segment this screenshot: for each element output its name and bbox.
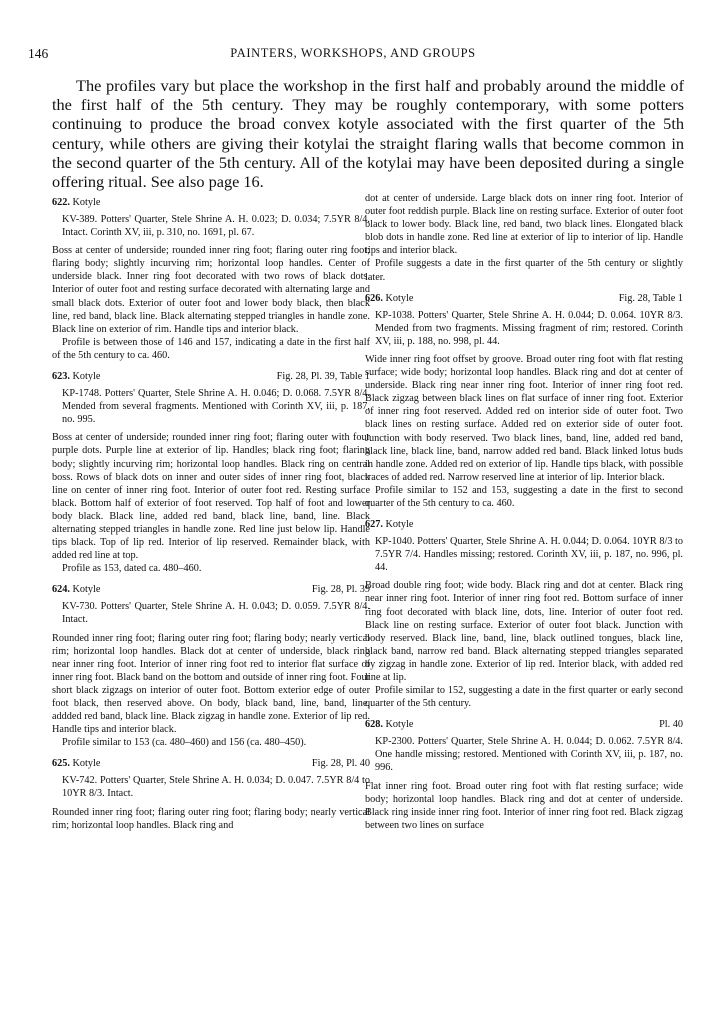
- entry-header: [52, 757, 370, 770]
- page-number: 146: [28, 46, 49, 61]
- entry-header: [52, 196, 370, 209]
- entry-note: Profile similar to 152 and 153, suggesting a date in the first to second quarter of the 5th century to ca. 460.: [365, 484, 683, 509]
- entry-figure-ref: Pl. 40: [659, 719, 683, 731]
- catalog-entry-626: [365, 292, 683, 510]
- entry-type: Kotyle: [72, 197, 101, 208]
- entry-type: Kotyle: [385, 719, 414, 731]
- entry-description: Boss at center of underside; rounded inner ring foot; flaring outer ring foot; flaring body; slightly incurving rim; horizontal loop handles. Center of underside black. Inner ring foot decorated with two rows of black dots. Interior of outer foot and resting surface decorated with alternating large and small black dots. Exterior of outer foot and lower body black, then black line, red band, black line. Black alternating stepped triangles in handle zone. Black line on exterior of rim. Handle tips and interior black.: [52, 245, 370, 335]
- entry-note: Profile similar to 152, suggesting a date in the first quarter or early second quarter of the 5th century.: [365, 685, 683, 710]
- entry-number: 623.: [52, 371, 70, 383]
- entry-header: [52, 583, 370, 596]
- entry-catalog: KP-2300. Potters' Quarter, Stele Shrine A. H. 0.044; D. 0.062. 7.5YR 8/4. One handle missing; restored. Mentioned with Corinth XV, iii, p. 187, no. 996.: [375, 736, 683, 774]
- entry-figure-ref: Fig. 28, Pl. 39: [311, 584, 370, 596]
- entry-header: [365, 292, 683, 305]
- right-column: [365, 192, 683, 832]
- entry-number: 625.: [52, 758, 70, 770]
- catalog-entry-624: [52, 583, 370, 749]
- left-column: [52, 196, 370, 832]
- entry-header: [52, 370, 370, 383]
- entry-type: Kotyle: [72, 371, 101, 383]
- entry-figure-ref: Fig. 28, Pl. 40: [311, 758, 370, 770]
- entry-description: Rounded inner ring foot; flaring outer ring foot; flaring body; nearly vertical rim; horizontal loop handles. Black ring and: [52, 806, 370, 831]
- entry-figure-ref: Fig. 28, Table 1: [618, 292, 683, 304]
- catalog-entry-622: [52, 196, 370, 362]
- catalog-entry-625-continued: [365, 192, 683, 284]
- entry-note: Profile suggests a date in the first quarter of the 5th century or slightly later.: [365, 258, 683, 283]
- catalog-entry-627: [365, 518, 683, 710]
- entry-catalog: KV-389. Potters' Quarter, Stele Shrine A. H. 0.023; D. 0.034; 7.5YR 8/4. Intact. Corinth XV, iii, p. 310, no. 1691, pl. 67.: [62, 214, 370, 239]
- entry-number: 628.: [365, 719, 383, 731]
- entry-type: Kotyle: [385, 519, 414, 531]
- entry-catalog: KP-1748. Potters' Quarter, Stele Shrine A. H. 0.046; D. 0.068. 7.5YR 8/4. Mended from several fragments. Mentioned with Corinth XV, iii, p. 187, no. 995.: [62, 388, 370, 426]
- entry-note: Profile as 153, dated ca. 480–460.: [62, 563, 202, 575]
- entry-number: 627.: [365, 519, 383, 531]
- running-head-title: PAINTERS, WORKSHOPS, AND GROUPS: [230, 46, 476, 60]
- entry-type: Kotyle: [72, 758, 101, 770]
- catalog-entry-625: [52, 757, 370, 831]
- entry-description: Rounded inner ring foot; flaring outer ring foot; flaring body; nearly vertical rim; horizontal loop handles. Black dot at center of underside, black ring near inner ring foot. Interior of inner ring foot red to interior flat surface of inner ring foot. Black band on the bottom and outside of inner ring foot. Four short black zigzags on interior of outer foot. Bottom exterior edge of outer foot black, then reserved above. On body, black band, line, band, line, addded red band, black line. Black zigzag in handle zone. Exterior of lip red. Handle tips and interior black.: [52, 632, 370, 736]
- entry-catalog: KV-730. Potters' Quarter, Stele Shrine A. H. 0.043; D. 0.059. 7.5YR 8/4. Intact.: [62, 601, 370, 626]
- entry-type: Kotyle: [72, 584, 101, 596]
- entry-note: Profile is between those of 146 and 157, indicating a date in the first half of the 5th century to ca. 460.: [52, 336, 370, 361]
- entry-note: Profile similar to 153 (ca. 480–460) and 156 (ca. 480–450).: [62, 737, 307, 749]
- entry-description: Flat inner ring foot. Broad outer ring foot with flat resting surface; wide body; horizontal loop handles. Black ring and dot at center of underside. Black ring inside inner ring foot. Interior of inner ring foot red. Black zigzag between two lines on surface: [365, 780, 683, 831]
- entry-description: Boss at center of underside; rounded inner ring foot; flaring outer with four purple dots. Purple line at exterior of lip. Handles; black ring foot; flaring body; slightly incurving rim; horizontal loop handles. Black ring on central boss. Rows of black dots on inner and outer sides of inner ring foot, black line on center of inner ring foot. Interior of outer foot red. Resting surface black. Bottom half of exterior of foot reserved. Top half of foot and lower body black. Black line, added red band, black line, band, line. Black alternating stepped triangles in handle zone. Red line just below lip. Handle tips black. Top of lip red. Interior of lip reserved. Remainder black, with added red line at top.: [52, 432, 370, 562]
- entry-figure-ref: Fig. 28, Pl. 39, Table 1: [276, 371, 370, 383]
- catalog-entry-628: [365, 718, 683, 832]
- running-head: [28, 46, 678, 64]
- entry-description: Wide inner ring foot offset by groove. Broad outer ring foot with flat resting surface; wide body; horizontal loop handles. Black ring and dot at center of underside. Black ring near inner ring foot. Interior of inner ring foot red. Black zigzag between black lines on flat surface of inner ring foot. Exterior of inner ring foot reserved. Added red on interior side of outer foot. Two black lines on resting surface. Added red on exterior side of outer foot. Junction with body reserved. Two black lines, band, line, added red band, black line, black line, band, narrow added red band. Black linked lotus buds in handle zone. Added red on exterior of lip. Handle tips black, with possible traces of added red. Narrow reserved line at interior of lip. Interior black.: [365, 353, 683, 483]
- entry-catalog: KP-1040. Potters' Quarter, Stele Shrine A. H. 0.044; D. 0.064. 10YR 8/3 to 7.5YR 7/4. Handles missing; restored. Corinth XV, iii, p. 187, no. 996, pl. 44.: [375, 536, 683, 574]
- entry-header: [365, 518, 683, 531]
- entry-catalog: KV-742. Potters' Quarter, Stele Shrine A. H. 0.034; D. 0.047. 7.5YR 8/4 to 10YR 8/3. Intact.: [62, 775, 370, 800]
- entry-type: Kotyle: [385, 292, 414, 304]
- catalog-entry-623: [52, 370, 370, 575]
- entry-header: [365, 718, 683, 731]
- entry-number: 626.: [365, 292, 383, 304]
- entry-number: 624.: [52, 584, 70, 596]
- intro-paragraph: The profiles vary but place the workshop in the first half and probably around the middle of the first half of the 5th century. They may be roughly contemporary, with some potters continuing to produce the broad convex kotyle associated with the first quarter of the 5th century, while others are giving their kotylai the straight flaring walls that become common in the second quarter of the 5th century. All of the kotylai may have been deposited during a single offering ritual. See also page 16.: [52, 76, 684, 192]
- entry-catalog: KP-1038. Potters' Quarter, Stele Shrine A. H. 0.044; D. 0.064. 10YR 8/3. Mended from two fragments. Missing fragment of rim; restored. Corinth XV, iii, p. 188, no. 998, pl. 44.: [375, 309, 683, 347]
- entry-number: 622.: [52, 197, 70, 208]
- entry-description-continued: dot at center of underside. Large black dots on inner ring foot. Interior of outer foot reddish purple. Black line on resting surface. Exterior of outer foot black to lower body. Black line, red band, two black lines. Elongated black blob dots in handle zone. Red line at exterior of lip to interior of lip. Handle tips and interior black.: [365, 193, 683, 257]
- entry-description: Broad double ring foot; wide body. Black ring and dot at center. Black ring near inner ring foot. Interior of inner ring foot red. Bottom surface of inner ring foot decorated with black line, dots, line. Interior of outer foot red. Black line on resting surface. Exterior of outer foot black. Junction with body reserved. Black line, band, line, black outlined tongues, black line, black band, narrow red band. Black alternating stepped triangles separated by zigzag in handle zone. Exterior of lip red. Interior black, with added red line at lip.: [365, 580, 683, 683]
